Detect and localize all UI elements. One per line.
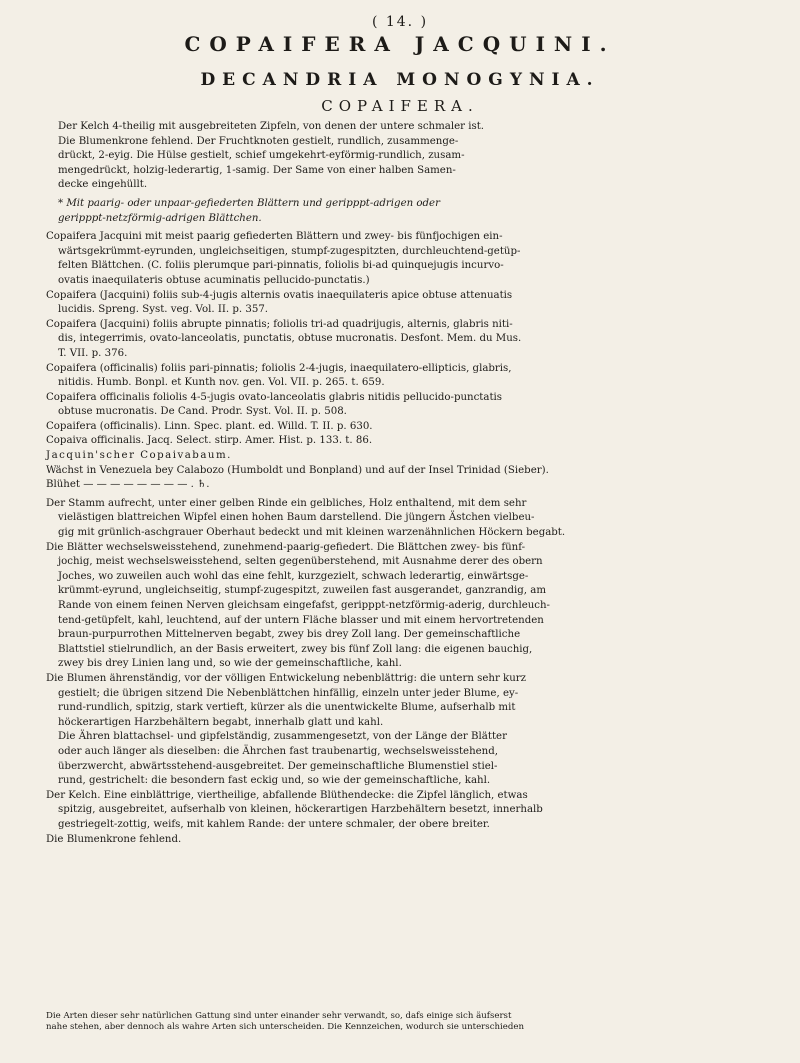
text-line: nitidis. Humb. Bonpl. et Kunth nov. gen. Vol. VII. p. 265. t. 659.	[58, 377, 385, 389]
text-line: wärtsgekrümmt-eyrunden, ungleichseitigen, stumpf-zugespitzten, durchleuchtend-getüp-	[58, 245, 521, 257]
text-line: Der Kelch 4-theilig mit ausgebreiteten Zipfeln, von denen der untere schmaler ist.	[58, 121, 485, 132]
text-line: krümmt-eyrund, ungleichseitig, stumpf-zugespitzt, zuweilen fast ausgerandet, ganzrandig, am	[58, 585, 546, 597]
text-line: lucidis. Spreng. Syst. veg. Vol. II. p. 357.	[58, 304, 269, 316]
text-line: spitzig, ausgebreitet, aufserhalb von kleinen, höckerartigen Harzbehältern besetzt, innerhalb	[58, 804, 543, 816]
text-line: überzwercht, abwärtsstehend-ausgebreitet. Der gemeinschaftliche Blumenstiel stiel-	[58, 760, 498, 772]
text-line: geripppt-netzförmig-adrigen Blättchen.	[58, 212, 262, 224]
text-line: nahe stehen, aber dennoch als wahre Arten sich unterscheiden. Die Kennzeichen, wodurch sie unterschieden	[46, 1022, 524, 1033]
body-text	[46, 120, 756, 847]
text-line: drückt, 2-eyig. Die Hülse gestielt, schief umgekehrt-eyförmig-rundlich, zusam-	[58, 150, 465, 162]
text-line: Rande von einem feinen Nerven gleichsam eingefafst, geripppt-netzförmig-aderig, durchleuch-	[58, 600, 550, 611]
text-line: Der Kelch. Eine einblättrige, viertheilige, abfallende Blüthendecke: die Zipfel länglich, etwas	[46, 789, 528, 801]
text-line: Copaiva officinalis. Jacq. Select. stirp. Amer. Hist. p. 133. t. 86.	[46, 435, 373, 447]
text-line: obtuse mucronatis. De Cand. Prodr. Syst. Vol. II. p. 508.	[58, 406, 347, 418]
text-line: Copaifera (officinalis). Linn. Spec. plant. ed. Willd. T. II. p. 630.	[46, 420, 373, 432]
page-number: ( 14. )	[371, 14, 429, 30]
text-line: zwey bis drey Linien lang und, so wie der gemeinschaftliche, kahl.	[58, 658, 402, 670]
text-line: Wächst in Venezuela bey Calabozo (Humboldt und Bonpland) und auf der Insel Trinidad (Sieber).	[46, 464, 549, 476]
text-line: Blühet — — — — — — — — . ♄.	[46, 479, 210, 491]
text-line: Copaifera (Jacquini) foliis sub-4-jugis alternis ovatis inaequilateris apice obtuse attenuatis	[46, 289, 513, 301]
genus-heading: COPAIFERA.	[321, 97, 479, 115]
text-line: braun-purpurrothen Mittelnerven begabt, zwey bis drey Zoll lang. Der gemeinschaftliche	[58, 629, 521, 641]
description	[46, 497, 756, 846]
text-line: gestriegelt-zottig, weifs, mit kahlem Rande: der untere schmaler, der obere breiter.	[58, 818, 490, 830]
text-line: Der Stamm aufrecht, unter einer gelben Rinde ein gelbliches, Holz enthaltend, mit dem sehr	[46, 497, 527, 509]
text-line: decke eingehüllt.	[58, 179, 148, 191]
page-title: COPAIFERA JACQUINI.	[184, 32, 616, 56]
text-line: jochig, meist wechselsweisstehend, selten gegenüberstehend, mit Ausnahme derer des obern	[58, 556, 543, 568]
text-line: Die Blumenkrone fehlend. Der Fruchtknoten gestielt, rundlich, zusammenge-	[58, 135, 459, 147]
text-line: gestielt; die übrigen sitzend Die Nebenblättchen hinfällig, einzeln unter jeder Blume, ey-	[58, 687, 519, 699]
text-line: Copaifera (Jacquini) foliis abrupte pinnatis; foliolis tri-ad quadrijugis, alternis, glabris niti-	[46, 318, 513, 330]
text-line: rund-rundlich, spitzig, stark vertieft, kürzer als die unentwickelte Blume, aufserhalb mit	[58, 702, 516, 714]
text-line: gig mit grünlich-aschgrauer Oberhaut bedeckt und mit kleinen warzenähnlichen Höckern begabt.	[58, 527, 566, 539]
text-line: Die Arten dieser sehr natürlichen Gattung sind unter einander sehr verwandt, so, dafs einige sich äufserst	[46, 1011, 512, 1021]
text-line: mengedrückt, holzig-lederartig, 1-samig. Der Same von einer halben Samen-	[58, 164, 456, 176]
text-line: tend-getüpfelt, kahl, leuchtend, auf der untern Fläche blasser und mit einem hervortretenden	[58, 614, 544, 626]
text-line: Die Blätter wechselsweisstehend, zunehmend-paarig-gefiedert. Die Blättchen zwey- bis fünf-	[46, 541, 526, 553]
text-line: Die Blumenkrone fehlend.	[46, 833, 182, 845]
class-heading: DECANDRIA MONOGYNIA.	[200, 70, 600, 90]
text-line: T. VII. p. 376.	[58, 347, 128, 359]
text-line: Copaifera officinalis foliolis 4-5-jugis ovato-lanceolatis glabris nitidis pellucido-punctatis	[46, 391, 503, 403]
text-line: Blattstiel stielrundlich, an der Basis erweitert, zwey bis fünf Zoll lang: die eigenen bauchig,	[58, 643, 533, 655]
text-line: ovatis inaequilateris obtuse acuminatis pellucido-punctatis.)	[58, 274, 370, 286]
text-line: Joches, wo zuweilen auch wohl das eine fehlt, kurzgezielt, schwach lederartig, einwärtsge-	[58, 570, 529, 582]
text-line: felten Blättchen. (C. foliis plerumque pari-pinnatis, foliolis bi-ad quinquejugis incurvo-	[58, 260, 504, 272]
text-line: Die Ähren blattachsel- und gipfelständig, zusammengesetzt, von der Länge der Blätter	[58, 731, 507, 743]
footnote	[46, 1011, 756, 1034]
section-heading	[46, 197, 756, 225]
text-line: höckerartigen Harzbehältern begabt, innerhalb glatt und kahl.	[58, 716, 384, 728]
genus-characters	[46, 120, 756, 192]
text-line: Die Blumen ährenständig, vor der völligen Entwickelung nebenblättrig: die untern sehr kurz	[46, 672, 527, 684]
text-line: oder auch länger als dieselben: die Ährchen fast traubenartig, wechselsweisstehend,	[58, 745, 498, 757]
text-line: rund, gestrichelt: die besondern fast eckig und, so wie der gemeinschaftliche, kahl.	[58, 775, 491, 787]
synonymy	[46, 230, 756, 492]
text-line: Copaifera Jacquini mit meist paarig gefiederten Blättern und zwey- bis fünfjochigen ein-	[46, 231, 503, 243]
text-line: Copaifera (officinalis) foliis pari-pinnatis; foliolis 2-4-jugis, inaequilatero-ellipticis, glabris,	[46, 362, 512, 374]
text-line: dis, integerrimis, ovato-lanceolatis, punctatis, obtuse mucronatis. Desfont. Mem. du Mus.	[58, 333, 522, 345]
text-line: Jacquin'scher Copaivabaum.	[46, 450, 232, 462]
text-line: * Mit paarig- oder unpaar-gefiederten Blättern und geripppt-adrigen oder	[58, 197, 440, 209]
text-line: vielästigen blattreichen Wipfel einen hohen Baum darstellend. Die jüngern Ästchen vielbeu-	[58, 512, 535, 524]
